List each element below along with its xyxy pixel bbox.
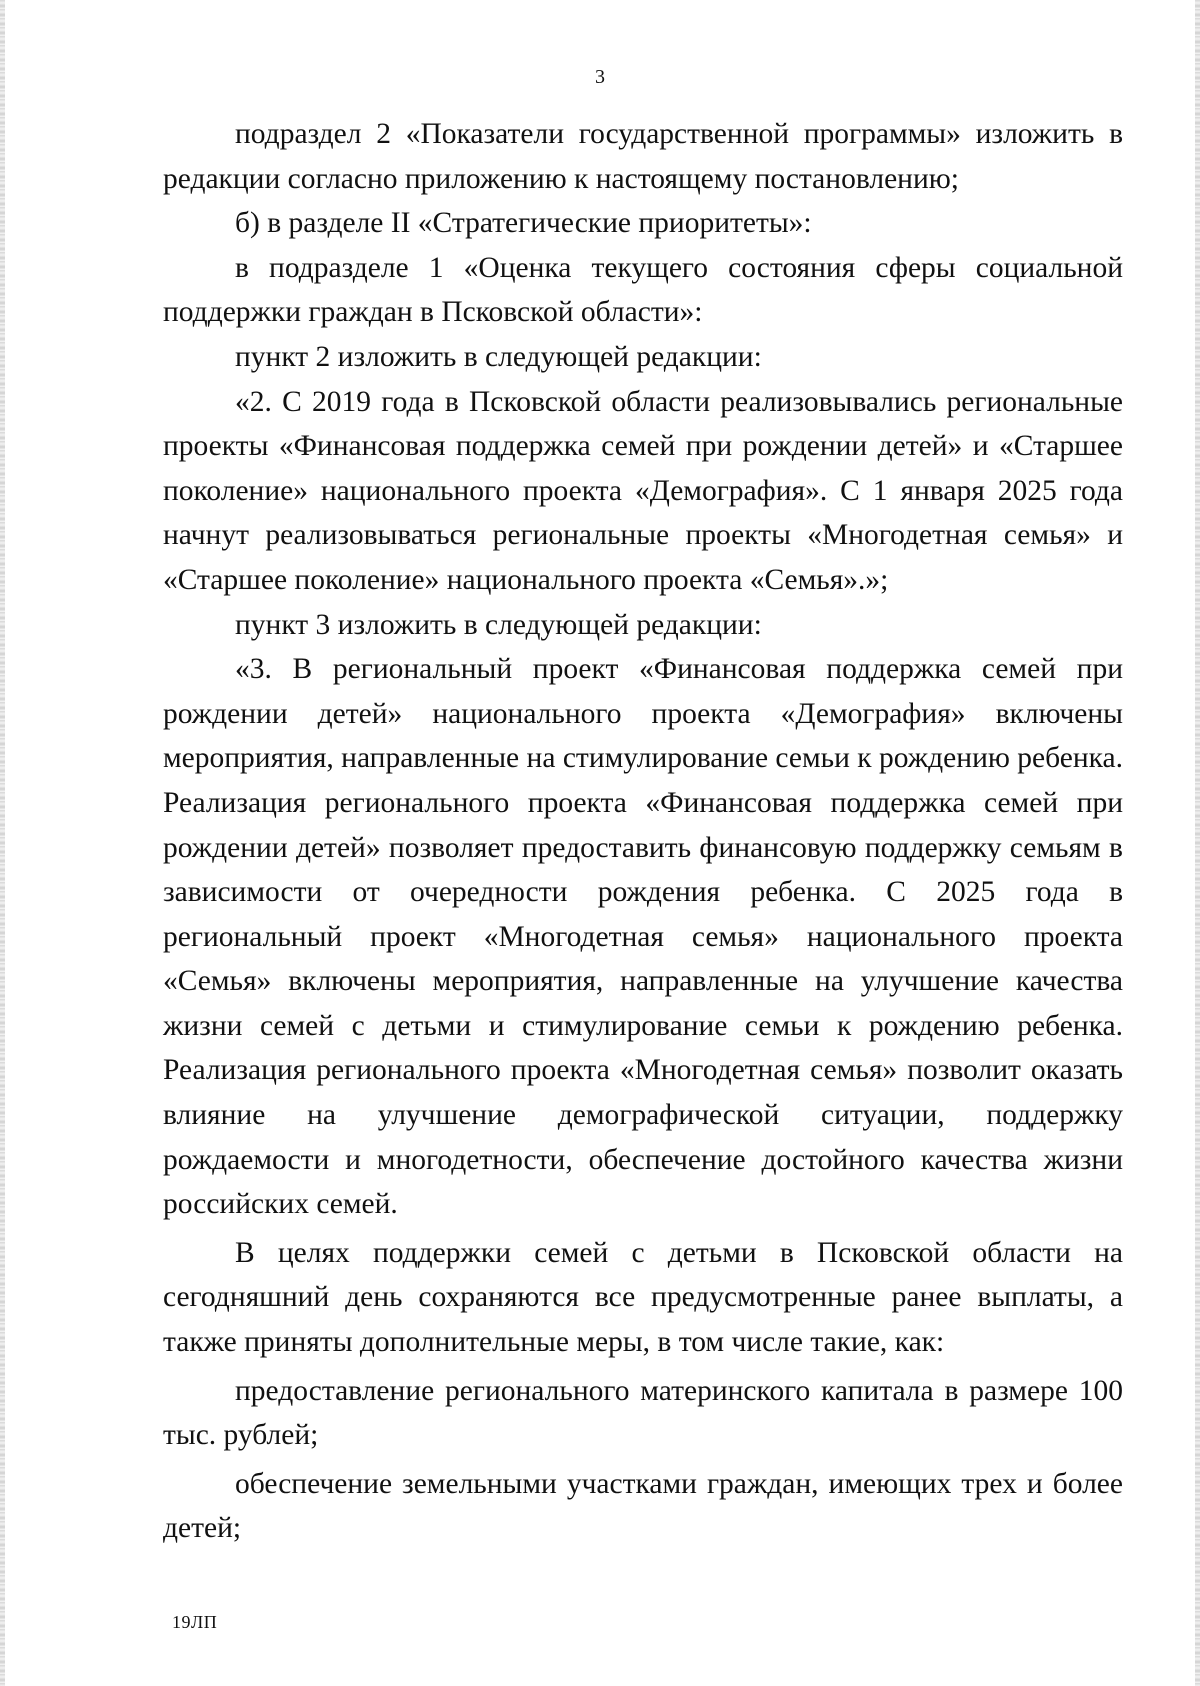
paragraph: в подразделе 1 «Оценка текущего состояния сферы социальной поддержки граждан в Псковской области»: — [163, 251, 1123, 329]
paragraph: пункт 2 изложить в следующей редакции: — [235, 340, 762, 373]
paragraph: «2. С 2019 года в Псковской области реализовывались региональные проекты «Финансовая поддержка семей при рождении детей» и «Старшее поколение» национального проекта «Демография». С 1 января 2025 года начнут реализовываться региональные проекты «Многодетная семья» и «Старшее поколение» национального проекта «Семья».»; — [163, 385, 1123, 596]
paragraph: предоставление регионального материнского капитала в размере 100 тыс. рублей; — [163, 1374, 1123, 1452]
paragraph: «3. В региональный проект «Финансовая поддержка семей при рождении детей» национального проекта «Демография» включены мероприятия, направленные на стимулирование семьи к рождению ребенка. Реализация регионального проекта «Финансовая поддержка семей при рождении детей» позволяет предоставить финансовую поддержку семьям в зависимости от очередности рождения ребенка. С 2025 года в региональный проект «Многодетная семья» национального проекта «Семья» включены мероприятия, направленные на улучшение качества жизни семей с детьми и стимулирование семьи к рождению ребенка. Реализация регионального проекта «Многодетная семья» позволит оказать влияние на улучшение демографической ситуации, поддержку рождаемости и многодетности, обеспечение достойного качества жизни российских семей. — [163, 653, 1123, 1221]
paragraph: В целях поддержки семей с детьми в Псковской области на сегодняшний день сохраняются все предусмотренные ранее выплаты, а также приняты дополнительные меры, в том числе такие, как: — [163, 1236, 1123, 1359]
document-code: 19ЛП — [172, 1612, 218, 1632]
paragraph: пункт 3 изложить в следующей редакции: — [235, 608, 762, 641]
page-number: 3 — [595, 66, 605, 88]
paragraph: обеспечение земельными участками граждан, имеющих трех и более детей; — [163, 1467, 1123, 1545]
document-body — [163, 112, 1123, 1551]
scan-edge-left — [0, 0, 5, 1686]
paragraph: б) в разделе II «Стратегические приоритеты»: — [235, 207, 812, 240]
scan-edge-right — [1195, 0, 1200, 1686]
paragraph: подраздел 2 «Показатели государственной программы» изложить в редакции согласно приложению к настоящему постановлению; — [163, 118, 1123, 195]
